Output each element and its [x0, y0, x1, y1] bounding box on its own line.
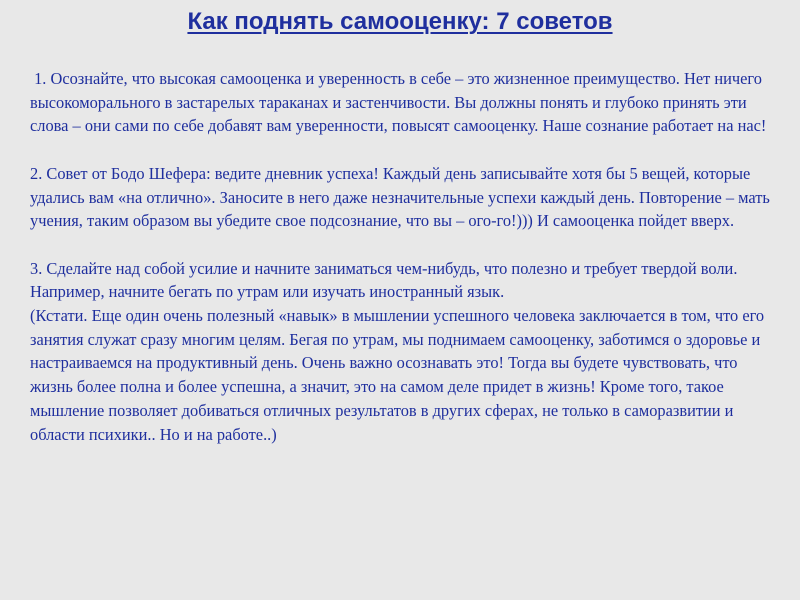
tip-1-paragraph: 1. Осознайте, что высокая самооценка и уверенность в себе – это жизненное преимущество. Нет ничего высокоморального в застарелых тараканах и застенчивости. Вы должны понять и глубоко принять эти слова – они сами по себе добавят вам уверенности, повысят самооценку. Наше сознание работает на нас!: [30, 69, 767, 136]
slide-title: Как поднять самооценку: 7 советов: [187, 8, 613, 35]
tip-3-paragraph: 3. Сделайте над собой усилие и начните заниматься чем-нибудь, что полезно и требует твердой воли. Например, начните бегать по утрам или изучать иностранный язык.: [30, 258, 738, 302]
tip-2-paragraph: 2. Совет от Бодо Шефера: ведите дневник успеха! Каждый день записывайте хотя бы 5 вещей, которые удались вам «на отлично». Заносите в него даже незначительные успехи каждый день. Повторение – мать учения, таким образом вы убедите свое подсознание, что вы – ого-го!))) И самооценка пойдет вверх.: [30, 163, 770, 231]
tip-3-note-paragraph: (Кстати. Еще один очень полезный «навык» в мышлении успешного человека заключается в том, что его занятия служат сразу многим целям. Бегая по утрам, мы поднимаем самооценку, заботимся о здоровье и настраиваемся на продуктивный день. Очень важно осознавать это! Тогда вы будете чувствовать, что жизнь более полна и более успешна, а значит, это на самом деле придет в жизнь! Кроме того, такое мышление позволяет добиваться отличных результатов в других сферах, не только в саморазвитии и области психики.. Но и на работе..): [30, 306, 765, 444]
slide-body: [30, 67, 776, 446]
paragraph-spacer: [30, 138, 776, 162]
paragraph-spacer: [30, 233, 776, 257]
